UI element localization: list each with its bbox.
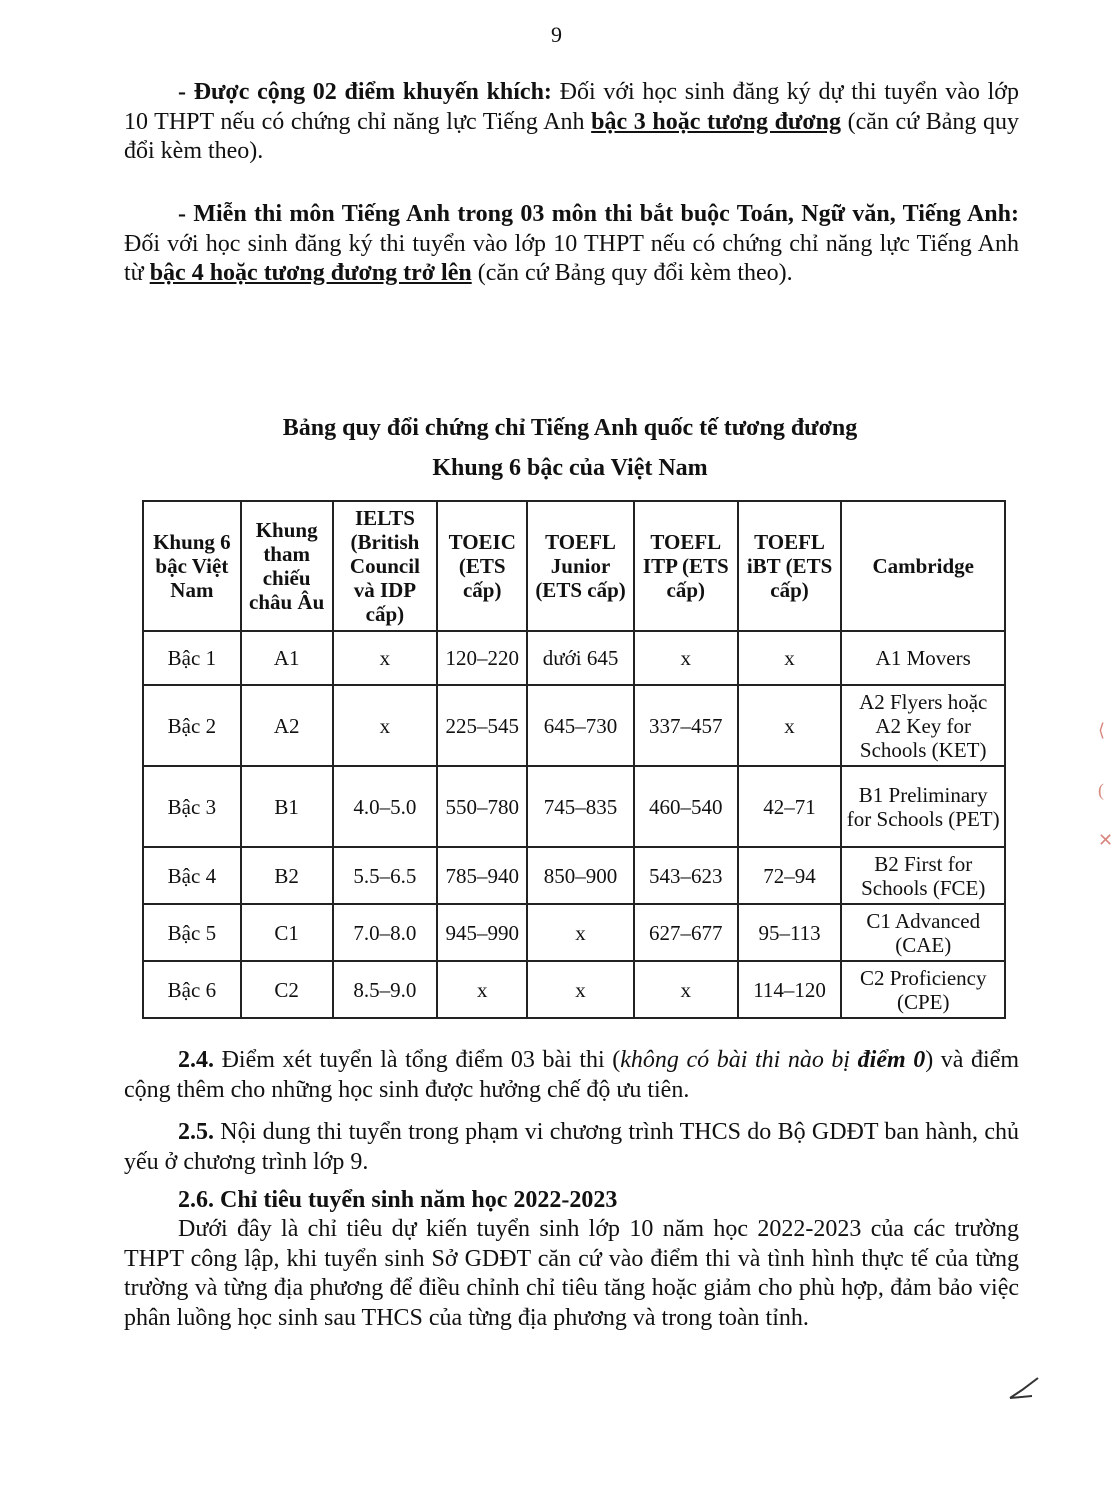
table-cell: 42–71 xyxy=(738,766,842,847)
table-cell: x xyxy=(738,685,842,766)
table-row xyxy=(143,961,1005,1018)
table-cell: B1 Preliminary for Schools (PET) xyxy=(841,766,1005,847)
table-cell: 945–990 xyxy=(437,904,527,961)
table-header-row xyxy=(143,501,1005,631)
table-cell: 850–900 xyxy=(527,847,634,904)
section-italic: không có bài thi nào bị xyxy=(620,1047,858,1073)
col-header-ielts: IELTS (British Council và IDP cấp) xyxy=(333,501,438,631)
table-subtitle: Khung 6 bậc của Việt Nam xyxy=(432,455,708,481)
handwritten-check-mark xyxy=(1008,1376,1042,1409)
table-cell: x xyxy=(527,904,634,961)
table-cell: 8.5–9.0 xyxy=(333,961,438,1018)
page-number: 9 xyxy=(551,22,562,47)
table-cell: 114–120 xyxy=(738,961,842,1018)
table-title: Bảng quy đổi chứng chỉ Tiếng Anh quốc tế tương đương xyxy=(282,415,858,441)
table-cell: 337–457 xyxy=(634,685,738,766)
exemption-heading: - Miễn thi môn Tiếng Anh trong 03 môn thi bắt buộc Toán, Ngữ văn, Tiếng Anh: xyxy=(178,201,1019,227)
section-italic-bold: điểm 0 xyxy=(857,1047,926,1073)
col-header-cambridge: Cambridge xyxy=(841,501,1005,631)
table-cell: C2 Proficiency (CPE) xyxy=(841,961,1005,1018)
col-header-vn-level: Khung 6 bậc Việt Nam xyxy=(143,501,241,631)
exemption-text: Đối với học sinh đăng ký thi tuyển vào lớp 10 THPT nếu có chứng chỉ năng lực Tiếng Anh từ xyxy=(124,230,1019,286)
table-cell: x xyxy=(333,631,438,685)
paragraph-bonus-points xyxy=(124,78,1019,167)
col-header-toefl-ibt: TOEFL iBT (ETS cấp) xyxy=(738,501,842,631)
paragraph-exemption xyxy=(124,200,1019,289)
section-number: 2.4. xyxy=(178,1047,214,1073)
table-cell: x xyxy=(634,961,738,1018)
section-tail: ) và điểm cộng thêm cho những học sinh được hưởng chế độ ưu tiên. xyxy=(124,1047,1019,1103)
section-text: Nội dung thi tuyển trong phạm vi chương trình THCS do Bộ GDĐT ban hành, chủ yếu ở chương trình lớp 9. xyxy=(124,1119,1019,1175)
table-row xyxy=(143,904,1005,961)
section-2-6-body xyxy=(124,1215,1019,1333)
table-row xyxy=(143,766,1005,847)
section-text: Dưới đây là chỉ tiêu dự kiến tuyển sinh lớp 10 năm học 2022-2023 của các trường THPT công lập, khi tuyển sinh Sở GDĐT căn cứ vào điểm thi và tình hình thực tế của từng trường và từng địa phương để điều chỉnh chỉ tiêu tăng hoặc giảm cho phù hợp, đảm bảo việc phân luồng học sinh sau THCS của từng địa phương và trong toàn tỉnh. xyxy=(124,1216,1019,1331)
table-cell: 627–677 xyxy=(634,904,738,961)
col-header-toefl-junior: TOEFL Junior (ETS cấp) xyxy=(527,501,634,631)
col-header-toefl-itp: TOEFL ITP (ETS cấp) xyxy=(634,501,738,631)
section-2-6-heading xyxy=(124,1186,1019,1216)
table-cell: 225–545 xyxy=(437,685,527,766)
table-cell: C1 xyxy=(241,904,333,961)
table-cell: x xyxy=(527,961,634,1018)
exemption-level-underline: bậc 4 hoặc tương đương trở lên xyxy=(149,260,472,286)
table-cell: 543–623 xyxy=(634,847,738,904)
bonus-level-underline: bậc 3 hoặc tương đương xyxy=(591,108,841,135)
table-cell: A1 Movers xyxy=(841,631,1005,685)
conversion-table xyxy=(142,500,1006,1019)
exemption-tail: (căn cứ Bảng quy đổi kèm theo). xyxy=(471,260,793,286)
table-cell: B2 xyxy=(241,847,333,904)
table-cell: 120–220 xyxy=(437,631,527,685)
table-cell: 460–540 xyxy=(634,766,738,847)
table-cell: x xyxy=(738,631,842,685)
bonus-text: Đối với học sinh đăng ký dự thi tuyển vào lớp 10 THPT nếu có chứng chỉ năng lực Tiếng Anh xyxy=(124,79,1019,135)
table-cell: 5.5–6.5 xyxy=(333,847,438,904)
table-cell: 95–113 xyxy=(738,904,842,961)
stamp-edge-mark-icon: ⟨ xyxy=(1098,720,1106,740)
table-row xyxy=(143,685,1005,766)
table-cell: Bậc 2 xyxy=(143,685,241,766)
table-cell: B2 First for Schools (FCE) xyxy=(841,847,1005,904)
table-cell: Bậc 5 xyxy=(143,904,241,961)
table-cell: B1 xyxy=(241,766,333,847)
table-cell: 7.0–8.0 xyxy=(333,904,438,961)
section-number: 2.5. xyxy=(178,1119,214,1145)
bonus-heading: - Được cộng 02 điểm khuyến khích: xyxy=(178,79,552,105)
table-cell: C2 xyxy=(241,961,333,1018)
table-cell: 4.0–5.0 xyxy=(333,766,438,847)
table-cell: Bậc 6 xyxy=(143,961,241,1018)
bonus-tail: (căn cứ Bảng quy đổi kèm theo). xyxy=(124,108,1019,164)
table-cell: C1 Advanced (CAE) xyxy=(841,904,1005,961)
table-cell: Bậc 1 xyxy=(143,631,241,685)
table-row xyxy=(143,631,1005,685)
table-cell: x xyxy=(634,631,738,685)
stamp-edge-mark-icon: ( xyxy=(1098,780,1104,800)
table-cell: 645–730 xyxy=(527,685,634,766)
section-2-5 xyxy=(124,1118,1019,1177)
table-cell: dưới 645 xyxy=(527,631,634,685)
section-text: Điểm xét tuyển là tổng điểm 03 bài thi ( xyxy=(214,1047,621,1073)
section-heading: 2.6. Chỉ tiêu tuyển sinh năm học 2022-2023 xyxy=(178,1187,618,1213)
table-cell: 785–940 xyxy=(437,847,527,904)
stamp-edge-mark-icon: ✕ xyxy=(1098,830,1113,850)
table-cell: 745–835 xyxy=(527,766,634,847)
col-header-toeic: TOEIC (ETS cấp) xyxy=(437,501,527,631)
table-cell: A2 xyxy=(241,685,333,766)
check-mark-icon xyxy=(1008,1376,1042,1402)
table-cell: 550–780 xyxy=(437,766,527,847)
table-cell: 72–94 xyxy=(738,847,842,904)
col-header-cefr: Khung tham chiếu châu Âu xyxy=(241,501,333,631)
table-row xyxy=(143,847,1005,904)
table-cell: Bậc 4 xyxy=(143,847,241,904)
table-cell: A2 Flyers hoặc A2 Key for Schools (KET) xyxy=(841,685,1005,766)
section-2-4 xyxy=(124,1046,1019,1105)
table-cell: x xyxy=(437,961,527,1018)
table-cell: x xyxy=(333,685,438,766)
table-cell: A1 xyxy=(241,631,333,685)
table-cell: Bậc 3 xyxy=(143,766,241,847)
